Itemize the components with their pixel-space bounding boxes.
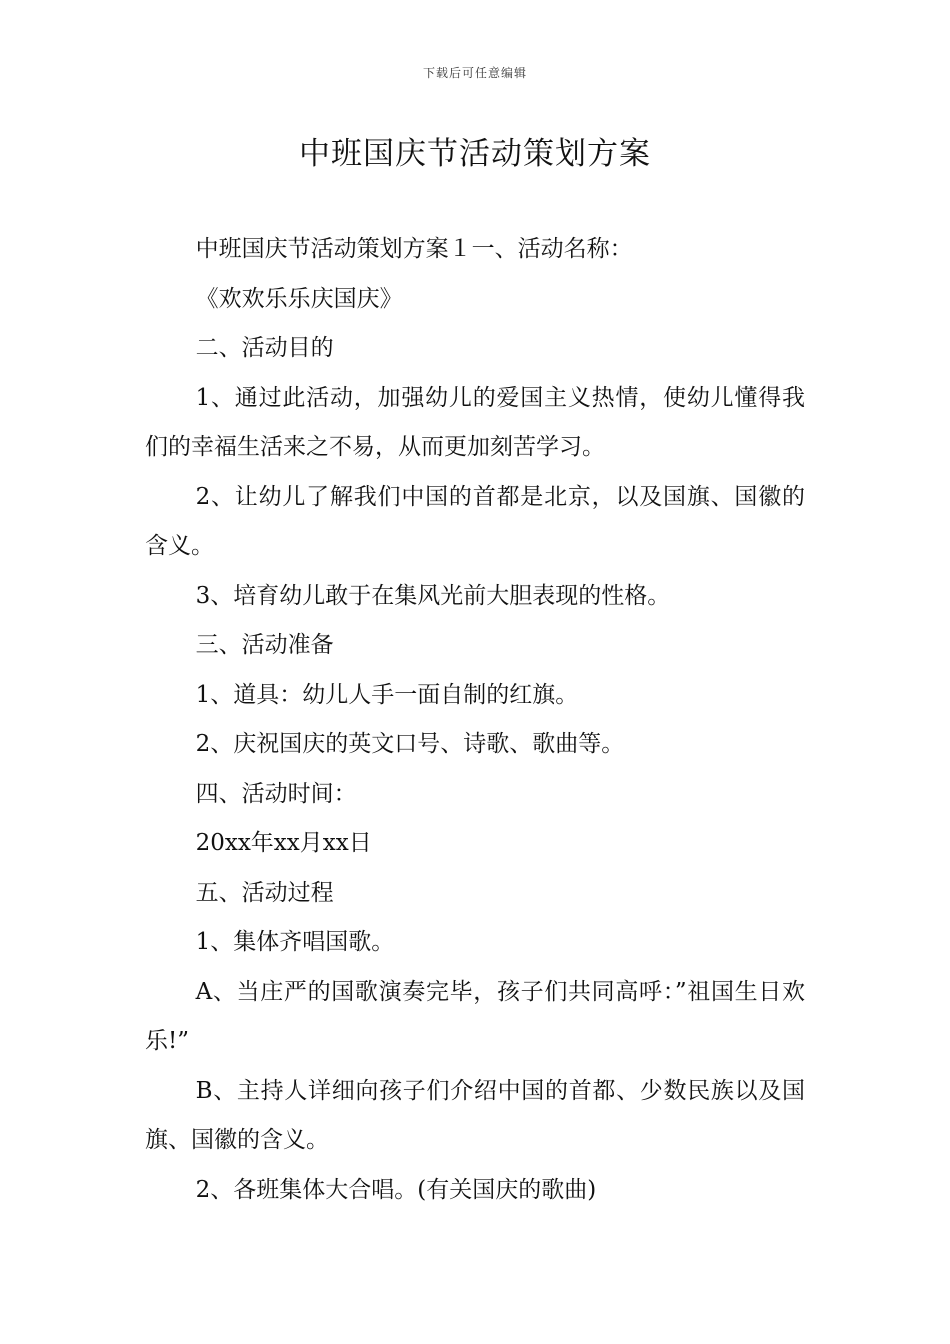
paragraph: 1、通过此活动，加强幼儿的爱国主义热情，使幼儿懂得我们的幸福生活来之不易，从而更加刻苦学习。 (145, 384, 805, 460)
section-heading: 二、活动目的 (195, 335, 334, 361)
page-header: 下载后可任意编辑 (422, 66, 527, 80)
paragraph: 2、让幼儿了解我们中国的首都是北京，以及国旗、国徽的含义。 (145, 483, 805, 559)
paragraph: 2、各班集体大合唱。(有关国庆的歌曲) (195, 1176, 597, 1203)
document-title: 中班国庆节活动策划方案 (299, 136, 651, 172)
paragraph: B、主持人详细向孩子们介绍中国的首都、少数民族以及国旗、国徽的含义。 (145, 1077, 805, 1153)
paragraph: 2、庆祝国庆的英文口号、诗歌、歌曲等。 (195, 731, 625, 757)
paragraph: 1、集体齐唱国歌。 (195, 929, 395, 955)
section-heading: 四、活动时间： (195, 780, 357, 807)
section-heading: 五、活动过程 (195, 879, 334, 906)
paragraph: 中班国庆节活动策划方案１一、活动名称： (195, 236, 633, 262)
paragraph: 1、道具：幼儿人手一面自制的红旗。 (195, 681, 579, 708)
paragraph: 《欢欢乐乐庆国庆》 (195, 285, 403, 312)
paragraph: 20xx年xx月xx日 (195, 830, 372, 856)
paragraph: 3、培育幼儿敢于在集风光前大胆表现的性格。 (195, 582, 671, 609)
section-heading: 三、活动准备 (195, 632, 334, 658)
document-body (145, 225, 805, 1215)
paragraph: A、当庄严的国歌演奏完毕，孩子们共同高呼：”祖国生日欢乐!” (145, 978, 805, 1054)
